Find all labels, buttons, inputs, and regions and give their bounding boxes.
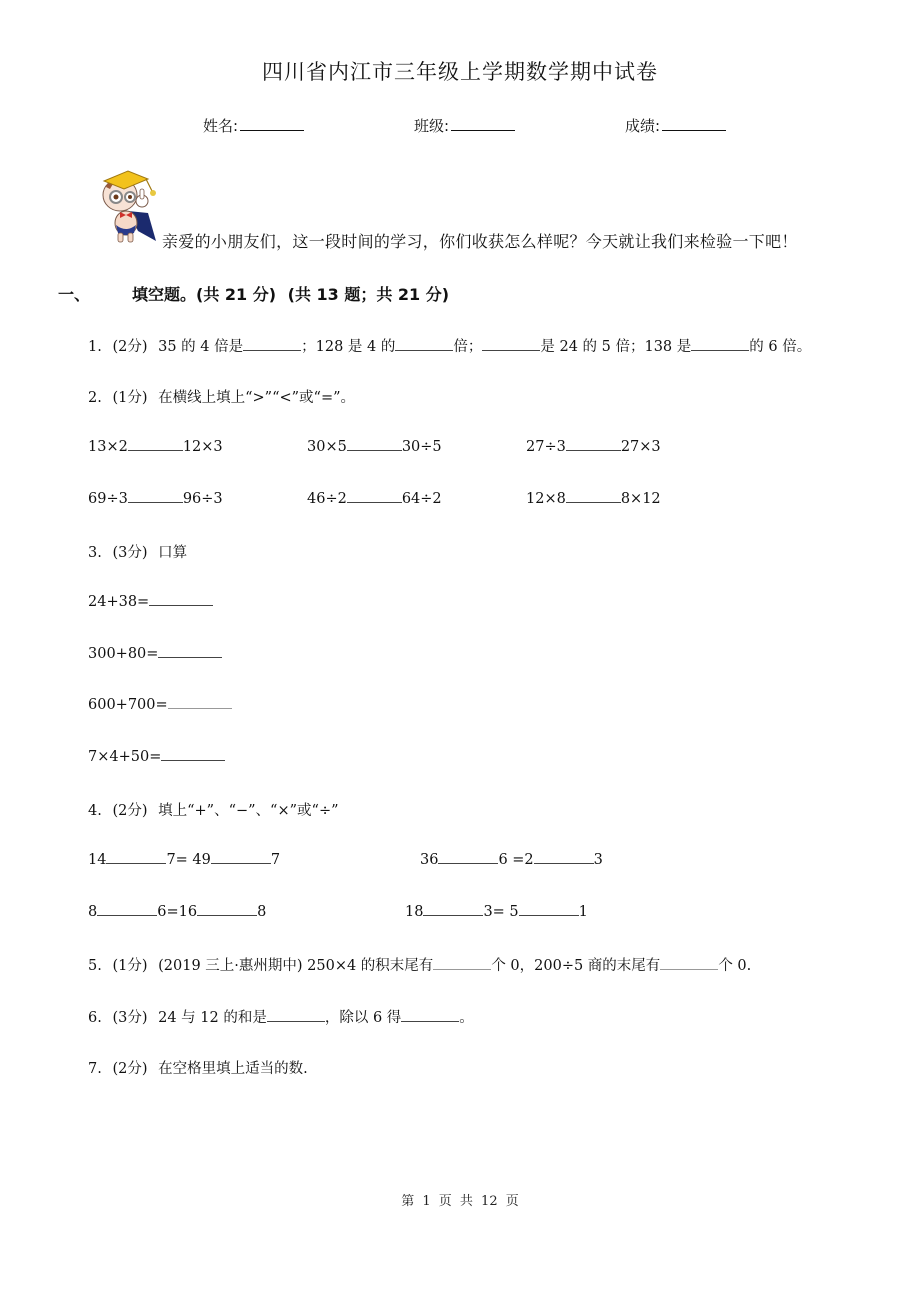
answer-blank[interactable] (438, 851, 498, 864)
question-2 (88, 386, 355, 407)
comparison-item: 46÷2 64÷2 (307, 491, 442, 507)
question-text: 在空格里填上适当的数. (158, 1061, 308, 1077)
question-text: (2019 三上·惠州期中) 250×4 的积末尾有 (158, 958, 434, 974)
question-number: 5. (88, 958, 102, 974)
question-3 (88, 541, 187, 562)
answer-blank[interactable] (347, 438, 402, 451)
question-score: (1分) (112, 958, 148, 974)
answer-blank[interactable] (347, 490, 402, 503)
question-text: 35 的 4 倍是 (158, 339, 244, 355)
question-number: 7. (88, 1061, 102, 1077)
score-field[interactable] (625, 115, 726, 136)
answer-blank[interactable] (566, 490, 621, 503)
class-blank[interactable] (451, 116, 515, 131)
section-title-text: 填空题。(共 21 分) (132, 285, 277, 304)
answer-blank[interactable] (161, 748, 225, 761)
question-4 (88, 799, 339, 820)
question-number: 6. (88, 1010, 102, 1026)
question-number: 4. (88, 803, 102, 819)
answer-blank[interactable] (482, 338, 540, 351)
question-text: 。 (459, 1010, 474, 1026)
answer-blank[interactable] (691, 338, 749, 351)
section-number: 一、 (58, 285, 91, 304)
question-5 (88, 954, 751, 975)
answer-blank[interactable] (423, 903, 483, 916)
operator-item: 18 3= 5 1 (405, 904, 588, 920)
question-text: 的 6 倍。 (749, 339, 812, 355)
question-text: 个 0，200÷5 商的末尾有 (491, 958, 661, 974)
answer-blank[interactable] (401, 1009, 459, 1022)
question-6 (88, 1006, 474, 1027)
answer-blank[interactable] (660, 957, 718, 970)
question-text: 是 24 的 5 倍；138 是 (540, 339, 692, 355)
question-score: (3分) (112, 1010, 148, 1026)
page-title: 四川省内江市三年级上学期数学期中试卷 (262, 60, 658, 84)
question-score: (2分) (112, 1061, 148, 1077)
greeting-text: 亲爱的小朋友们，这一段时间的学习，你们收获怎么样呢？今天就让我们来检验一下吧！ (162, 232, 798, 251)
calc-item: 300+80= (88, 645, 222, 662)
operator-item: 36 6 =2 3 (420, 852, 603, 868)
answer-blank[interactable] (211, 851, 271, 864)
name-label: 姓名: (203, 117, 239, 135)
answer-blank[interactable] (395, 338, 453, 351)
section-title (132, 282, 449, 305)
operator-item: 8 6=16 8 (88, 904, 267, 920)
section-summary: (共 13 题；共 21 分) (287, 285, 450, 304)
answer-blank[interactable] (158, 645, 222, 658)
answer-blank[interactable] (106, 851, 166, 864)
calc-item: 24+38= (88, 593, 213, 610)
question-text: ；128 是 4 的 (301, 339, 396, 355)
question-text: 个 0. (718, 958, 752, 974)
score-blank[interactable] (662, 116, 726, 131)
answer-blank[interactable] (243, 338, 301, 351)
answer-blank[interactable] (128, 438, 183, 451)
answer-blank[interactable] (197, 903, 257, 916)
question-text: 口算 (158, 545, 188, 561)
score-label: 成绩: (625, 117, 661, 135)
question-text: 填上“+”、“−”、“×”或“÷” (158, 803, 339, 819)
answer-blank[interactable] (534, 851, 594, 864)
question-score: (2分) (112, 339, 148, 355)
comparison-item: 13×2 12×3 (88, 439, 223, 455)
comparison-item: 69÷3 96÷3 (88, 491, 223, 507)
question-score: (1分) (112, 390, 148, 406)
question-score: (3分) (112, 545, 148, 561)
comparison-item: 27÷3 27×3 (526, 439, 661, 455)
answer-blank[interactable] (149, 593, 213, 606)
question-1 (88, 335, 811, 356)
question-number: 2. (88, 390, 102, 406)
answer-blank[interactable] (267, 1009, 325, 1022)
name-field[interactable] (203, 115, 304, 136)
calc-item: 600+700= (88, 696, 232, 713)
class-field[interactable] (414, 115, 515, 136)
question-text: ，除以 6 得 (324, 1010, 402, 1026)
name-blank[interactable] (240, 116, 304, 131)
answer-blank[interactable] (97, 903, 157, 916)
calc-item: 7×4+50= (88, 748, 225, 765)
comparison-item: 30×5 30÷5 (307, 439, 442, 455)
cartoon-student-mascot-icon (90, 167, 170, 245)
answer-blank[interactable] (128, 490, 183, 503)
page-footer: 第 1 页 共 12 页 (401, 1194, 519, 1209)
question-7 (88, 1057, 308, 1078)
answer-blank[interactable] (168, 696, 232, 709)
question-text: 在横线上填上“>”“<”或“=”。 (158, 390, 356, 406)
question-number: 1. (88, 339, 102, 355)
operator-item: 14 7= 49 7 (88, 852, 281, 868)
answer-blank[interactable] (566, 438, 621, 451)
answer-blank[interactable] (433, 957, 491, 970)
class-label: 班级: (414, 117, 450, 135)
question-number: 3. (88, 545, 102, 561)
comparison-item: 12×8 8×12 (526, 491, 661, 507)
answer-blank[interactable] (519, 903, 579, 916)
question-text: 倍； (453, 339, 483, 355)
question-text: 24 与 12 的和是 (158, 1010, 267, 1026)
question-score: (2分) (112, 803, 148, 819)
